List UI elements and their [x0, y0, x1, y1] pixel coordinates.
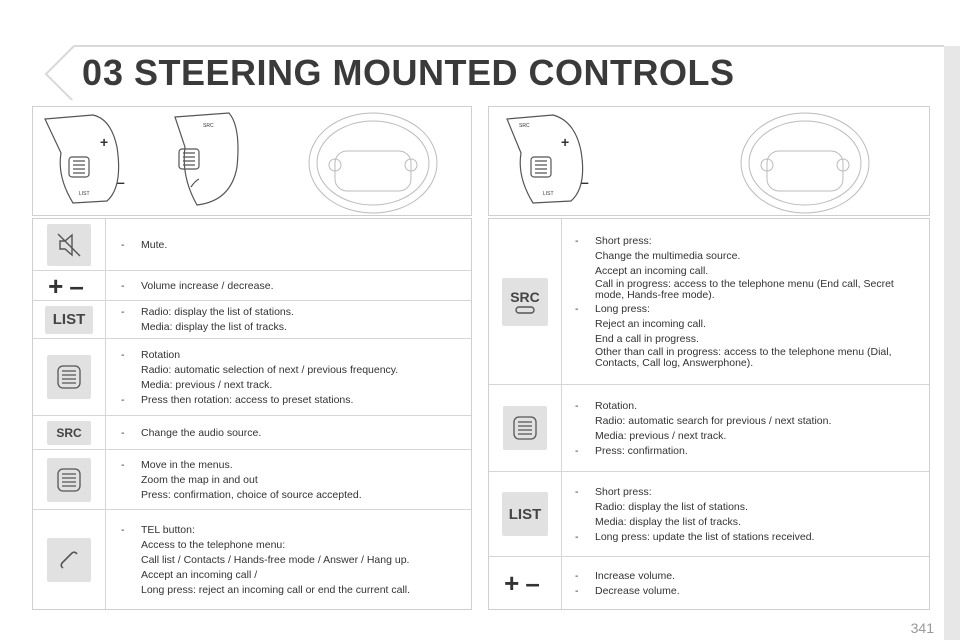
page-title: STEERING MOUNTED CONTROLS: [134, 52, 735, 93]
page-number: 341: [910, 620, 934, 636]
svg-text:SRC: SRC: [203, 123, 214, 129]
row-text: Other than call in progress: access to the telephone menu (Dial, Contacts, Call log, Answerphone).: [595, 346, 892, 369]
chapter-number: 03: [82, 52, 125, 93]
row-text: Media: display the list of tracks.: [595, 515, 741, 528]
row-text: Short press:: [595, 235, 652, 247]
row-text: Mute.: [141, 238, 168, 251]
row-text: Reject an incoming call.: [595, 318, 706, 330]
svg-text:–: –: [581, 174, 589, 190]
row-text: Long press: update the list of stations received.: [595, 530, 815, 543]
phone-icon: [514, 305, 536, 315]
svg-text:–: –: [117, 174, 125, 190]
row-text: Media: previous / next track.: [141, 378, 273, 391]
row-text: Short press:: [595, 485, 652, 498]
thumbwheel-icon: [503, 406, 547, 450]
plus-minus-icon: +–: [48, 270, 90, 301]
row-text: Accept an incoming call.: [595, 265, 709, 277]
list-button: LIST: [45, 306, 93, 334]
row-text: Call list / Contacts / Hands-free mode / Answer / Hang up.: [141, 553, 410, 566]
table-row: +– - Volume increase / decrease.: [33, 271, 471, 301]
left-controls-illustration: [32, 106, 472, 216]
svg-text:+: +: [561, 134, 570, 150]
right-control-pad: [175, 113, 238, 205]
row-text: End a call in progress.: [595, 333, 699, 345]
row-text: Change the multimedia source.: [595, 250, 741, 262]
left-controls-table: [32, 218, 472, 610]
table-row: - Rotation. Radio: automatic search for previous / next station. Media: previous / next track. - Press: confirmation.: [489, 385, 929, 472]
mute-icon: [47, 224, 91, 266]
row-text: Move in the menus.: [141, 458, 233, 471]
table-row: LIST - Short press: Radio: display the list of stations. Media: display the list of tracks. - Long press: update the list of stations received.: [489, 472, 929, 557]
row-text: Press then rotation: access to preset stations.: [141, 393, 354, 406]
svg-text:SRC: SRC: [519, 123, 530, 129]
table-row: SRC - Short press: Change the multimedia source. Accept an incoming call. Call in progress: access to the telephone menu (End call, Secret mode, Hands-free mode). - Long press: Reject an incoming call. End a call in progress. Other than call in progress: access to the telephone menu (Dial, Contacts, Call log, Answerphone).: [489, 219, 929, 385]
row-text: Long press:: [595, 303, 650, 315]
svg-text:LIST: LIST: [543, 191, 554, 197]
row-text: Accept an incoming call /: [141, 568, 258, 581]
table-row: LIST - Radio: display the list of stations. Media: display the list of tracks.: [33, 301, 471, 339]
src-phone-button: [502, 278, 548, 326]
row-text: Media: display the list of tracks.: [141, 321, 287, 333]
row-text: Long press: reject an incoming call or end the current call.: [141, 583, 411, 596]
row-text: Radio: display the list of stations.: [595, 500, 748, 513]
row-text: Press: confirmation.: [595, 444, 688, 457]
svg-text:+: +: [100, 134, 109, 150]
thumbwheel-icon: [47, 355, 91, 399]
row-text: Radio: automatic selection of next / previous frequency.: [141, 363, 399, 376]
right-controls-illustration: [488, 106, 930, 216]
row-text: Rotation: [141, 348, 181, 361]
row-text: Access to the telephone menu:: [141, 538, 286, 551]
row-text: Media: previous / next track.: [595, 429, 727, 442]
table-row: SRC - Change the audio source.: [33, 416, 471, 450]
src-button: SRC: [47, 421, 91, 445]
phone-icon: [47, 538, 91, 582]
right-controls-table: [488, 218, 930, 610]
row-text: Volume increase / decrease.: [141, 279, 274, 292]
thumbwheel-icon: [47, 458, 91, 502]
row-text: Change the audio source.: [141, 426, 262, 439]
table-row: - Move in the menus. Zoom the map in and out Press: confirmation, choice of source accepted.: [33, 450, 471, 510]
table-row: - Mute.: [33, 219, 471, 271]
steering-wheel-diagram: [741, 113, 869, 213]
row-text: Press: confirmation, choice of source accepted.: [141, 488, 362, 501]
row-text: Radio: automatic search for previous / next station.: [595, 414, 832, 427]
row-text: Decrease volume.: [595, 584, 680, 597]
table-row: +– - Increase volume. - Decrease volume.: [489, 557, 929, 609]
table-row: - TEL button: Access to the telephone menu: Call list / Contacts / Hands-free mode / Answer / Hang up. Accept an incoming call / Long press: reject an incoming call or end the current call.: [33, 510, 471, 609]
row-text: Increase volume.: [595, 569, 675, 582]
row-text: Call in progress: access to the telephone menu (End call, Secret mode, Hands-free mode).: [595, 278, 894, 301]
row-text: TEL button:: [141, 523, 195, 536]
row-text: Rotation.: [595, 399, 638, 412]
page-side-bar: [944, 46, 960, 640]
steering-wheel-diagram: [309, 113, 437, 213]
svg-text:LIST: LIST: [79, 191, 90, 197]
list-button: LIST: [502, 492, 548, 536]
src-label: SRC: [510, 288, 540, 305]
right-control-pad: [507, 115, 589, 203]
table-row: - Rotation Radio: automatic selection of next / previous frequency. Media: previous / next track. - Press then rotation: access to preset stations.: [33, 339, 471, 416]
left-control-pad: [45, 115, 125, 203]
row-text: Zoom the map in and out: [141, 473, 258, 486]
plus-minus-icon: +–: [504, 568, 546, 598]
row-text: Radio: display the list of stations.: [141, 306, 294, 318]
